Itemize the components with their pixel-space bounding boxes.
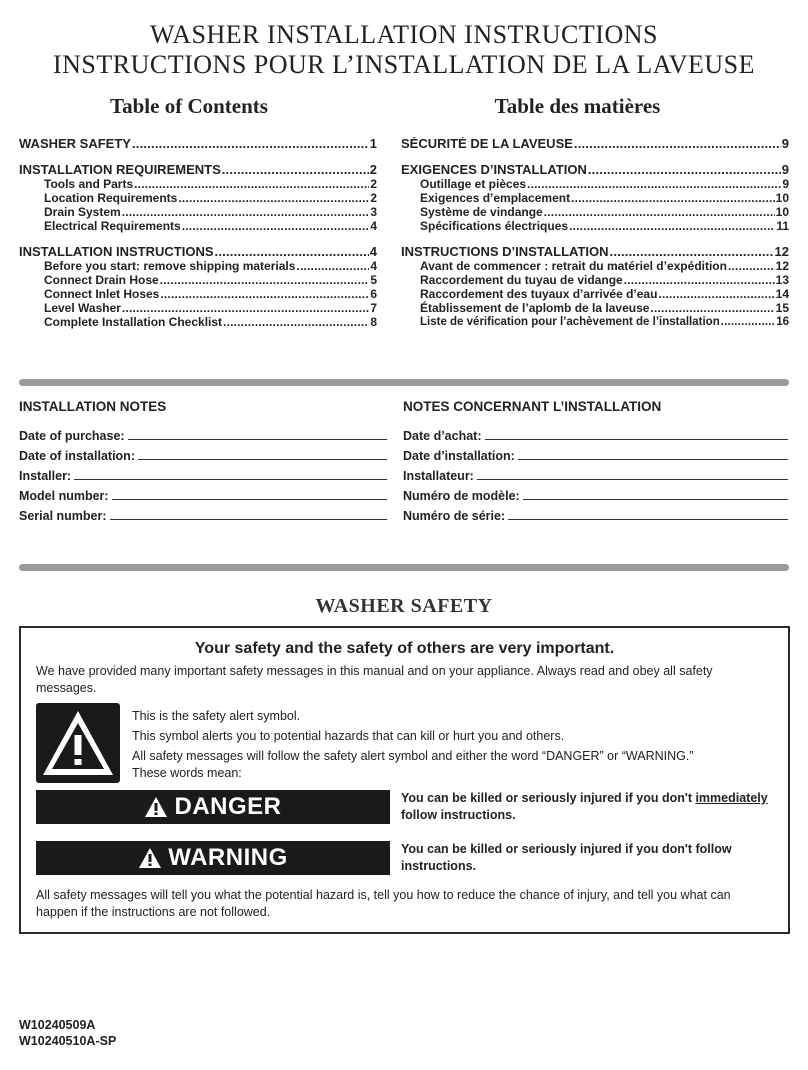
leader-dots	[624, 273, 775, 287]
note-field-label: Installer:	[19, 469, 72, 483]
note-field-label: Numéro de modèle:	[403, 489, 520, 503]
toc-page-number: 9	[781, 163, 789, 177]
toc-page-number: 4	[370, 219, 377, 233]
toc-entry-label: Before you start: remove shipping materials	[44, 259, 296, 273]
leader-dots	[296, 259, 369, 273]
leader-dots	[215, 245, 369, 259]
safety-closing: All safety messages will tell you what the potential hazard is, tell you how to reduce the chance of injury, and tell you what can happen if the instructions are not followed.	[36, 888, 731, 919]
toc-fr	[401, 137, 789, 329]
toc-entry-label: Tools and Parts	[44, 177, 134, 191]
toc-page-number: 12	[775, 259, 789, 273]
toc-subentry[interactable]	[401, 205, 789, 219]
notes-heading-en: INSTALLATION NOTES	[19, 399, 167, 414]
leader-dots	[527, 177, 781, 191]
toc-entry[interactable]	[19, 137, 377, 151]
toc-page-number: 4	[370, 259, 377, 273]
danger-label: DANGER	[174, 793, 282, 820]
toc-subentry[interactable]	[401, 273, 789, 287]
toc-entry-label: INSTALLATION INSTRUCTIONS	[19, 245, 214, 259]
note-field[interactable]	[19, 463, 387, 483]
toc-page-number: 5	[370, 273, 377, 287]
toc-en	[19, 137, 377, 329]
toc-page-number: 13	[775, 273, 789, 287]
toc-subentry[interactable]	[19, 273, 377, 287]
toc-subentry[interactable]	[401, 177, 789, 191]
note-field-line[interactable]	[110, 505, 387, 520]
leader-dots	[178, 191, 369, 205]
leader-dots	[182, 219, 370, 233]
note-field-line[interactable]	[518, 445, 788, 460]
leader-dots	[132, 137, 369, 151]
toc-entry-label: Level Washer	[44, 301, 121, 315]
note-field[interactable]	[403, 483, 788, 503]
leader-dots	[160, 287, 369, 301]
toc-subentry[interactable]	[19, 219, 377, 233]
alert-line: All safety messages will follow the safety alert symbol and either the word “DANGER” or “WARNING.”	[132, 749, 694, 763]
toc-subentry[interactable]	[19, 177, 377, 191]
toc-entry-label: Drain System	[44, 205, 121, 219]
toc-page-number: 2	[370, 177, 377, 191]
toc-entry-label: Connect Drain Hose	[44, 273, 159, 287]
danger-alert-icon	[144, 796, 168, 818]
note-field-label: Serial number:	[19, 509, 107, 523]
note-field-line[interactable]	[477, 465, 788, 480]
leader-dots	[658, 287, 774, 301]
safety-box	[19, 626, 790, 934]
note-field-label: Date of purchase:	[19, 429, 125, 443]
leader-dots	[571, 191, 775, 205]
leader-dots	[222, 163, 369, 177]
toc-entry[interactable]	[19, 245, 377, 259]
leader-dots	[122, 301, 369, 315]
leader-dots	[610, 245, 774, 259]
safety-section-title: WASHER SAFETY	[315, 595, 493, 617]
toc-entry-label: Outillage et pièces	[420, 177, 527, 191]
note-field-line[interactable]	[138, 445, 387, 460]
note-field[interactable]	[19, 483, 387, 503]
danger-text-end: follow instructions.	[401, 808, 516, 822]
toc-entry-label: Electrical Requirements	[44, 219, 181, 233]
notes-fields-en	[19, 423, 387, 523]
toc-page-number: 12	[774, 245, 789, 259]
toc-entry-label: Liste de vérification pour l’achèvement de l’installation	[420, 316, 720, 328]
toc-page-number: 9	[781, 137, 789, 151]
title-fr: INSTRUCTIONS POUR L’INSTALLATION DE LA LAVEUSE	[53, 50, 755, 79]
leader-dots	[574, 137, 781, 151]
toc-page-number: 1	[369, 137, 377, 151]
toc-entry-label: Exigences d’emplacement	[420, 191, 571, 205]
note-field[interactable]	[403, 463, 788, 483]
note-field-line[interactable]	[74, 465, 387, 480]
toc-entry-label: Avant de commencer : retrait du matériel d’expédition	[420, 259, 727, 273]
divider-bar	[19, 379, 789, 386]
leader-dots	[223, 315, 369, 329]
toc-subentry[interactable]	[19, 259, 377, 273]
toc-entry[interactable]	[401, 245, 789, 259]
toc-subentry[interactable]	[19, 301, 377, 315]
safety-intro: We have provided many important safety messages in this manual and on your appliance. Always read and obey all safety messages.	[36, 664, 713, 695]
toc-entry-label: Raccordement des tuyaux d’arrivée d’eau	[420, 287, 658, 301]
part-number: W10240509A	[19, 1018, 96, 1032]
toc-heading-en: Table of Contents	[110, 94, 268, 118]
toc-entry-label: INSTRUCTIONS D’INSTALLATION	[401, 245, 609, 259]
notes-heading-fr: NOTES CONCERNANT L’INSTALLATION	[403, 399, 662, 414]
alert-line: This symbol alerts you to potential hazards that can kill or hurt you and others.	[132, 729, 565, 743]
note-field-line[interactable]	[485, 425, 789, 440]
leader-dots	[728, 259, 775, 273]
toc-entry[interactable]	[401, 163, 789, 177]
toc-subentry[interactable]	[19, 191, 377, 205]
toc-page-number: 14	[775, 287, 789, 301]
leader-dots	[650, 301, 774, 315]
toc-page-number: 11	[776, 219, 789, 233]
toc-subentry[interactable]	[401, 191, 789, 205]
toc-subentry[interactable]	[19, 205, 377, 219]
danger-signal-panel	[36, 790, 390, 824]
toc-entry-label: Établissement de l’aplomb de la laveuse	[420, 301, 650, 315]
toc-entry-label: Spécifications électriques	[420, 219, 569, 233]
note-field-label: Date d’achat:	[403, 429, 482, 443]
toc-page-number: 2	[370, 191, 377, 205]
toc-page-number: 2	[369, 163, 377, 177]
note-field[interactable]	[19, 443, 387, 463]
alert-line: These words mean:	[132, 766, 242, 780]
toc-entry-label: Complete Installation Checklist	[44, 315, 223, 329]
toc-subentry[interactable]	[401, 301, 789, 315]
leader-dots	[544, 205, 775, 219]
note-field[interactable]	[19, 503, 387, 523]
note-field[interactable]	[19, 423, 387, 443]
note-field[interactable]	[403, 423, 788, 443]
toc-entry-label: INSTALLATION REQUIREMENTS	[19, 163, 221, 177]
title-en: WASHER INSTALLATION INSTRUCTIONS	[150, 20, 658, 49]
leader-dots	[588, 163, 781, 177]
toc-page-number: 16	[776, 316, 789, 328]
warning-text: You can be killed or seriously injured if you don't follow instructions.	[401, 842, 732, 873]
danger-text-emphasis: immediately	[695, 791, 768, 805]
toc-subentry[interactable]	[401, 219, 789, 233]
note-field-label: Date d’installation:	[403, 449, 515, 463]
note-field[interactable]	[403, 503, 788, 523]
toc-page-number: 9	[782, 177, 789, 191]
warning-signal-panel	[36, 841, 390, 875]
leader-dots	[569, 219, 775, 233]
warning-alert-icon	[138, 847, 162, 869]
leader-dots	[160, 273, 370, 287]
toc-entry-label: Raccordement du tuyau de vidange	[420, 273, 623, 287]
toc-subentry[interactable]	[19, 315, 377, 329]
toc-entry-label: SÉCURITÉ DE LA LAVEUSE	[401, 137, 573, 151]
note-field-label: Installateur:	[403, 469, 474, 483]
toc-heading-fr: Table des matières	[494, 94, 661, 118]
leader-dots	[122, 205, 370, 219]
toc-subentry[interactable]	[401, 287, 789, 301]
note-field-line[interactable]	[128, 425, 387, 440]
toc-page-number: 4	[369, 245, 377, 259]
toc-entry-label: Connect Inlet Hoses	[44, 287, 160, 301]
safety-box-heading: Your safety and the safety of others are very important.	[194, 640, 615, 657]
warning-label: WARNING	[168, 844, 288, 871]
safety-alert-icon	[36, 703, 120, 783]
toc-page-number: 8	[370, 315, 377, 329]
toc-entry-label: WASHER SAFETY	[19, 137, 131, 151]
part-number: W10240510A-SP	[19, 1034, 117, 1048]
note-field[interactable]	[403, 443, 788, 463]
toc-entry-label: Location Requirements	[44, 191, 178, 205]
toc-entry[interactable]	[401, 137, 789, 151]
toc-entry-label: EXIGENCES D’INSTALLATION	[401, 163, 587, 177]
note-field-label: Date of installation:	[19, 449, 135, 463]
toc-page-number: 10	[775, 191, 789, 205]
divider-bar	[19, 564, 789, 571]
alert-line: This is the safety alert symbol.	[132, 709, 301, 723]
toc-page-number: 3	[370, 205, 377, 219]
note-field-line[interactable]	[523, 485, 788, 500]
toc-page-number: 10	[775, 205, 789, 219]
leader-dots	[721, 315, 775, 329]
toc-subentry[interactable]	[401, 259, 789, 273]
toc-subentry[interactable]	[401, 315, 789, 329]
leader-dots	[134, 177, 369, 191]
toc-entry[interactable]	[19, 163, 377, 177]
note-field-label: Model number:	[19, 489, 109, 503]
danger-text	[401, 790, 781, 824]
note-field-label: Numéro de série:	[403, 509, 506, 523]
note-field-line[interactable]	[112, 485, 387, 500]
danger-text-start: You can be killed or seriously injured if you don't	[401, 791, 696, 805]
toc-page-number: 7	[370, 301, 377, 315]
note-field-line[interactable]	[508, 505, 788, 520]
toc-entry-label: Système de vindange	[420, 205, 543, 219]
toc-page-number: 15	[775, 301, 789, 315]
toc-page-number: 6	[370, 287, 377, 301]
toc-subentry[interactable]	[19, 287, 377, 301]
notes-fields-fr	[403, 423, 788, 523]
